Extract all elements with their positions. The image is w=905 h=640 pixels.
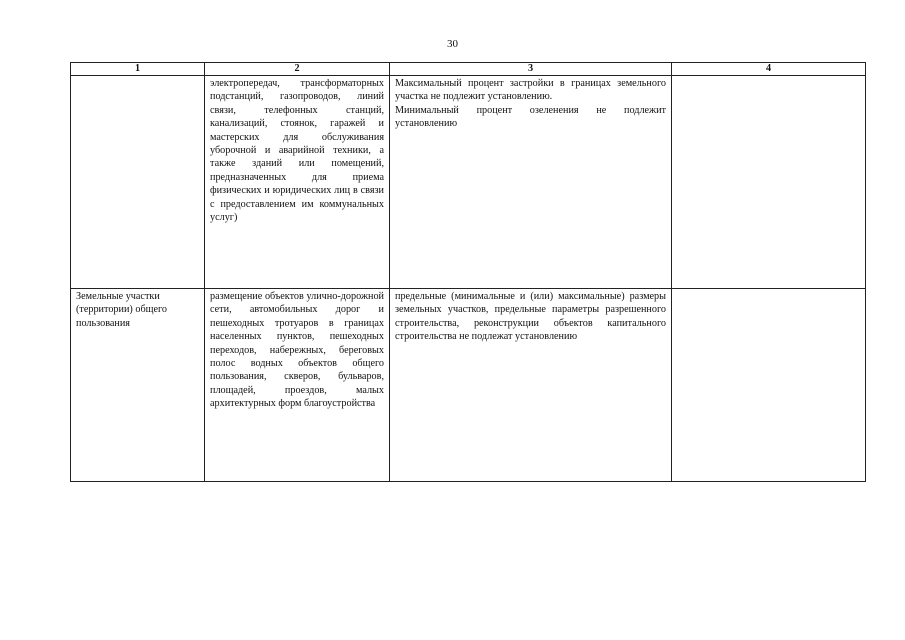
- table-row: [71, 76, 866, 289]
- table-header-row: [71, 63, 866, 76]
- page-number: 30: [447, 38, 458, 50]
- table-cell-permitted-use: размещение объектов улично-дорожной сети, автомобильных дорог и пешеходных тротуаров в границах населенных пунктов, пешеходных переходов, набережных, береговых полос водных объектов общего пользования, скверов, бульваров, площадей, проездов, малых архитектурных форм благоустройства: [205, 289, 390, 482]
- column-header-4: 4: [672, 63, 866, 76]
- table-cell-parameters: [390, 76, 672, 289]
- parameter-max-building: Максимальный процент застройки в границах земельного участка не подлежит установлению.: [395, 78, 666, 103]
- column-header-3: 3: [390, 63, 672, 76]
- table-cell-parameters: предельные (минимальные и (или) максимальные) размеры земельных участков, предельные параметры разрешенного строительства, реконструкции объектов капитального строительства не подлежат установлению: [390, 289, 672, 482]
- table-row: [71, 289, 866, 482]
- zoning-table: [70, 62, 866, 482]
- table-cell-notes: [672, 289, 866, 482]
- column-header-1: 1: [71, 63, 205, 76]
- table-cell-land-type: [71, 76, 205, 289]
- column-header-2: 2: [205, 63, 390, 76]
- table-cell-notes: [672, 76, 866, 289]
- parameter-min-greening: Минимальный процент озеленения не подлежит установлению: [395, 104, 666, 130]
- table-cell-land-type: Земельные участки (территории) общего пользования: [71, 289, 205, 482]
- table-cell-permitted-use: электропередач, трансформаторных подстанций, газопроводов, линий связи, телефонных станций, канализаций, стоянок, гаражей и мастерских для обслуживания уборочной и аварийной техники, а также зданий или помещений, предназначенных для приема физических и юридических лиц в связи с предоставлением им коммунальных услуг): [205, 76, 390, 289]
